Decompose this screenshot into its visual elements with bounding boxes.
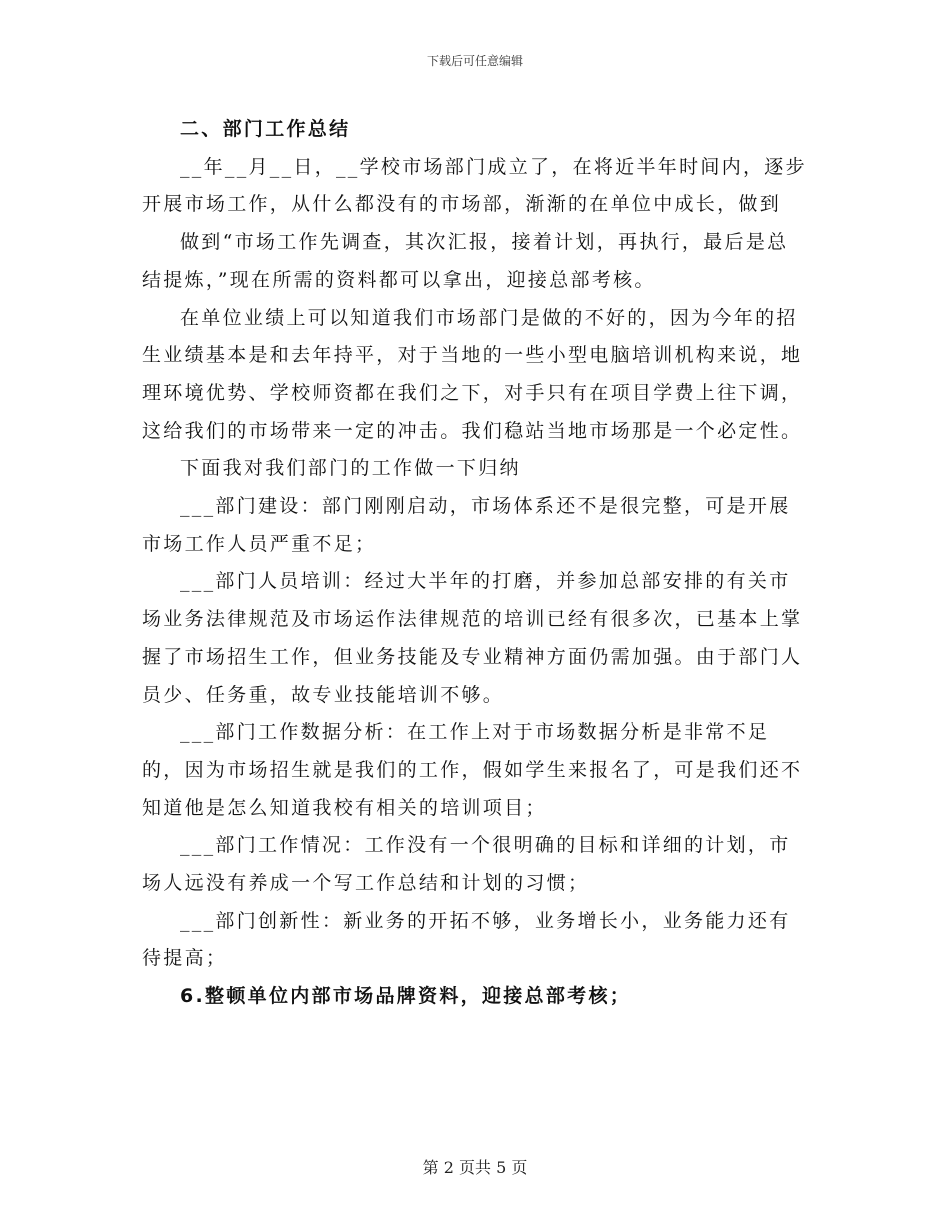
paragraph-summary-intro: 下面我对我们部门的工作做一下归纳 (180, 457, 521, 480)
document-body (142, 111, 808, 1016)
section-heading: 二、部门工作总结 (180, 118, 351, 140)
paragraph-department-building: ___部门建设：部门刚刚启动，市场体系还不是很完整，可是开展市场工作人员严重不足； (142, 495, 791, 555)
paragraph-established: __年__月__日，__学校市场部门成立了，在将近半年时间内，逐步开展市场工作，从什么都没有的市场部，渐渐的在单位中成长，做到 (142, 155, 807, 216)
paragraph-innovation: ___部门创新性：新业务的开拓不够，业务增长小，业务能力还有待提高； (142, 909, 791, 970)
closing-item: 6.整顿单位内部市场品牌资料，迎接总部考核； (180, 985, 632, 1008)
page-header: 下载后可任意编辑 (426, 54, 523, 68)
paragraph-staff-training: ___部门人员培训：经过大半年的打磨，并参加总部安排的有关市场业务法律规范及市场运作法律规范的培训已经有很多次，已基本上掌握了市场招生工作，但业务技能及专业精神方面仍需加强。由于部门人员少、任务重，故专业技能培训不够。 (142, 570, 803, 706)
page-footer: 第 2 页共 5 页 (422, 1158, 528, 1177)
paragraph-data-analysis: ___部门工作数据分析：在工作上对于市场数据分析是非常不足的，因为市场招生就是我们的工作，假如学生来报名了，可是我们还不知道他是怎么知道我校有相关的培训项目； (142, 721, 803, 819)
paragraph-work-process: 做到“市场工作先调查，其次汇报，接着计划，再执行，最后是总结提炼，”现在所需的资料都可以拿出，迎接总部考核。 (142, 231, 789, 291)
paragraph-performance: 在单位业绩上可以知道我们市场部门是做的不好的，因为今年的招生业绩基本是和去年持平，对于当地的一些小型电脑培训机构来说，地理环境优势、学校师资都在我们之下，对手只有在项目学费上往下调，这给我们的市场带来一定的冲击。我们稳站当地市场那是一个必定性。 (142, 306, 803, 442)
paragraph-work-status: ___部门工作情况：工作没有一个很明确的目标和详细的计划，市场人远没有养成一个写工作总结和计划的习惯； (142, 834, 791, 895)
